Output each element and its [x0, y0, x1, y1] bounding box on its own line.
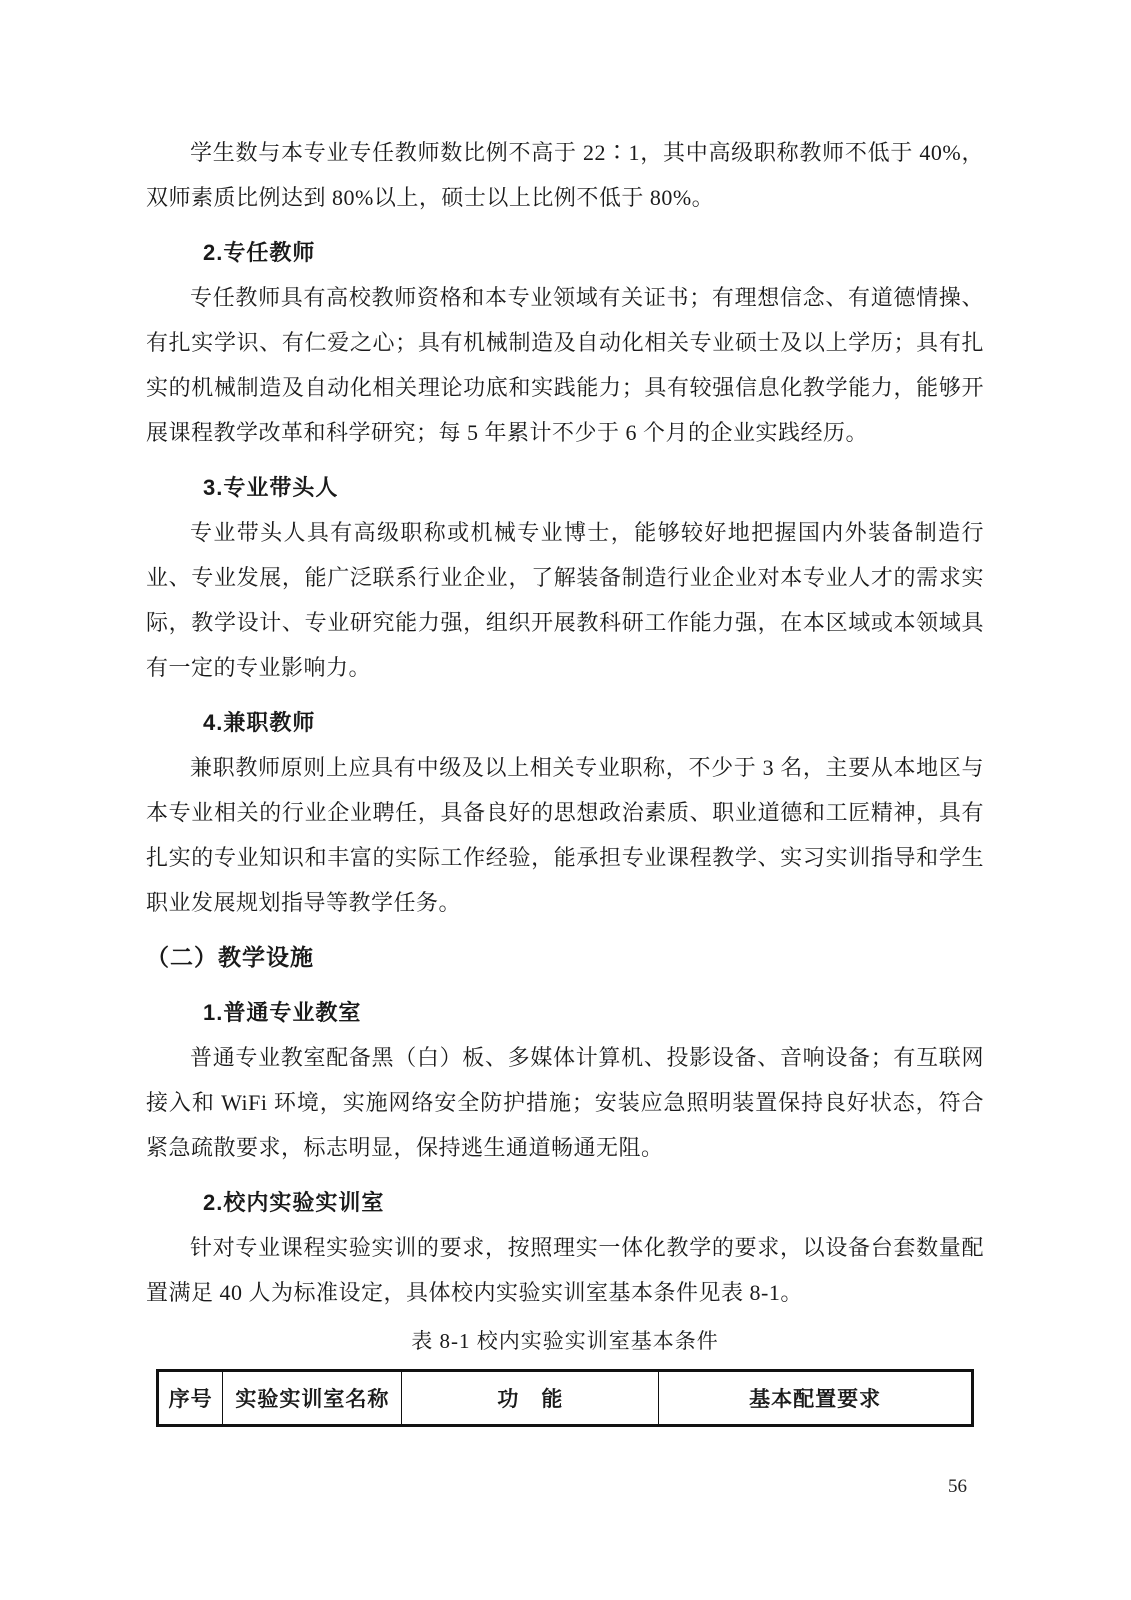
heading-teaching-facilities: （二）教学设施 [146, 944, 314, 970]
table-header-serial-number: 序号 [158, 1371, 223, 1426]
table-header-row [158, 1371, 973, 1426]
paragraph-student-teacher-ratio: 学生数与本专业专任教师数比例不高于 22∶1，其中高级职称教师不低于 40%，双师素质比例达到 80%以上，硕士以上比例不低于 80%。 [146, 140, 984, 210]
heading-parttime-teachers: 4.兼职教师 [203, 710, 316, 735]
heading-program-leader: 3.专业带头人 [203, 475, 339, 500]
paragraph-regular-classroom: 普通专业教室配备黑（白）板、多媒体计算机、投影设备、音响设备；有互联网接入和 WiFi 环境，实施网络安全防护措施；安装应急照明装置保持良好状态，符合紧急疏散要求，标志明显，保持逃生通道畅通无阻。 [146, 1045, 984, 1160]
paragraph-fulltime-teachers: 专任教师具有高校教师资格和本专业领域有关证书；有理想信念、有道德情操、有扎实学识、有仁爱之心；具有机械制造及自动化相关专业硕士及以上学历；具有扎实的机械制造及自动化相关理论功底和实践能力；具有较强信息化教学能力，能够开展课程教学改革和科学研究；每 5 年累计不少于 6 个月的企业实践经历。 [146, 285, 984, 445]
paragraph-program-leader: 专业带头人具有高级职称或机械专业博士，能够较好地把握国内外装备制造行业、专业发展，能广泛联系行业企业，了解装备制造行业企业对本专业人才的需求实际，教学设计、专业研究能力强，组织开展教科研工作能力强，在本区域或本领域具有一定的专业影响力。 [146, 520, 984, 680]
table-header-function: 功 能 [402, 1371, 659, 1426]
heading-campus-lab: 2.校内实验实训室 [203, 1190, 385, 1215]
heading-regular-classroom: 1.普通专业教室 [203, 1000, 362, 1025]
document-content [146, 130, 984, 1427]
lab-conditions-table [156, 1369, 974, 1427]
table-header-lab-name: 实验实训室名称 [223, 1371, 402, 1426]
table-caption: 表 8-1 校内实验实训室基本条件 [411, 1329, 719, 1353]
table-header-basic-requirements: 基本配置要求 [659, 1371, 973, 1426]
page-number: 56 [948, 1476, 967, 1497]
paragraph-campus-lab: 针对专业课程实验实训的要求，按照理实一体化教学的要求，以设备台套数量配置满足 40 人为标准设定，具体校内实验实训室基本条件见表 8-1。 [146, 1235, 984, 1305]
heading-fulltime-teachers: 2.专任教师 [203, 240, 316, 265]
paragraph-parttime-teachers: 兼职教师原则上应具有中级及以上相关专业职称，不少于 3 名，主要从本地区与本专业相关的行业企业聘任，具备良好的思想政治素质、职业道德和工匠精神，具有扎实的专业知识和丰富的实际工作经验，能承担专业课程教学、实习实训指导和学生职业发展规划指导等教学任务。 [146, 755, 984, 915]
